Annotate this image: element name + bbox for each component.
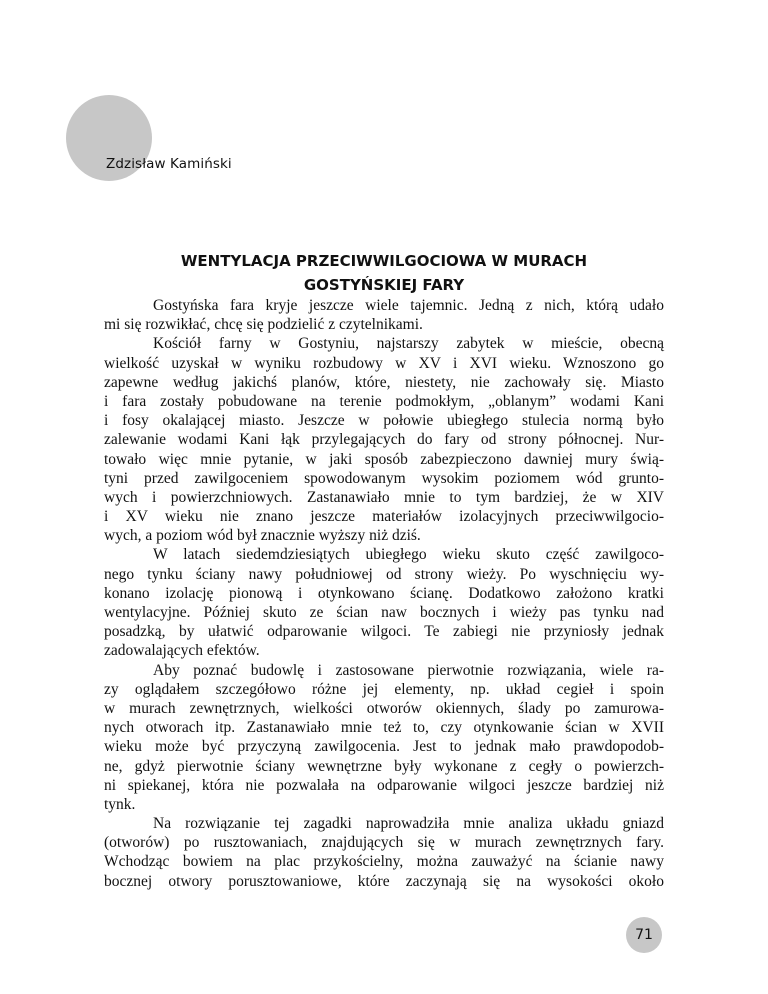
body-line: i XV wieku nie znano jeszcze materiałów izolacyjnych przeciwwilgocio- (104, 508, 664, 526)
body-line: posadzką, by ułatwić odparowanie wilgoci. Te zabiegi nie przyniosły jednak (104, 623, 664, 641)
body-line: i fara zostały pobudowane na terenie podmokłym, „oblanym” wodami Kani (104, 392, 664, 410)
body-line: zy oglądałem szczegółowo różne jej elementy, np. układ cegieł i spoin (104, 680, 664, 698)
body-line: W latach siedemdziesiątych ubiegłego wieku skuto część zawilgoco- (153, 546, 664, 564)
body-line: tyni przed zawilgoceniem spowodowanym wysokim poziomem wód grunto- (104, 469, 664, 487)
body-line: i fosy okalającej miasto. Jeszcze w połowie ubiegłego stulecia normą było (104, 412, 664, 430)
body-line: nych otworach itp. Zastanawiało mnie też to, czy otynkowanie ścian w XVII (104, 719, 664, 737)
body-line: mi się rozwikłać, chcę się podzielić z czytelnikami. (104, 316, 423, 334)
body-line: w murach zewnętrznych, wielkości otworów okiennych, ślady po zamurowa- (104, 699, 664, 717)
body-line: nego tynku ściany nawy południowej od strony wieży. Po wyschnięciu wy- (104, 565, 664, 583)
body-line: wielkość uzyskał w wyniku rozbudowy w XV i XVI wieku. Wznoszono go (104, 354, 664, 372)
body-line: zapewne według jakichś planów, które, niestety, nie zachowały się. Miasto (104, 373, 664, 391)
body-line: Na rozwiązanie tej zagadki naprowadziła mnie analiza układu gniazd (153, 815, 664, 833)
author-name: Zdzisław Kamiński (106, 156, 232, 172)
body-line: Aby poznać budowlę i zastosowane pierwotnie rozwiązania, wiele ra- (153, 661, 664, 679)
body-line: ni spiekanej, która nie pozwalała na odparowanie wilgoci jeszcze bardziej niż (104, 776, 664, 794)
page-number: 71 (635, 927, 653, 943)
body-line: Gostyńska fara kryje jeszcze wiele tajemnic. Jedną z nich, którą udało (153, 297, 664, 314)
article-title (104, 249, 664, 297)
body-line: ne, gdyż pierwotnie ściany wewnętrzne były wykonane z cegły o powierzch- (104, 757, 664, 775)
body-line: towało więc mnie pytanie, w jaki sposób zabezpieczono dawniej mury świą- (104, 450, 664, 468)
body-line: zalewanie wodami Kani łąk przylegających do fary od strony północnej. Nur- (104, 431, 664, 449)
body-line: wieku może być przyczyną zawilgocenia. Jest to jednak mało prawdopodob- (104, 738, 664, 756)
article-body (104, 296, 664, 891)
body-line: wych i powierzchniowych. Zastanawiało mnie to tym bardziej, że w XIV (104, 488, 664, 506)
body-line: Wchodząc bowiem na plac przykościelny, można zauważyć na ścianie nawy (104, 853, 664, 871)
body-line: (otworów) po rusztowaniach, znajdujących się w murach zewnętrznych fary. (104, 834, 664, 852)
title-line: GOSTYŃSKIEJ FARY (303, 276, 465, 294)
body-line: Kościół farny w Gostyniu, najstarszy zabytek w mieście, obecną (153, 335, 664, 353)
body-line: tynk. (104, 795, 136, 813)
body-line: konano izolację pionową i otynkowano ścianę. Dodatkowo założono kratki (104, 584, 664, 602)
body-line: zadowalających efektów. (104, 642, 260, 660)
title-line: WENTYLACJA PRZECIWWILGOCIOWA W MURACH (180, 252, 588, 270)
body-line: bocznej otwory porusztowaniowe, które zaczynają się na wysokości około (104, 872, 664, 890)
body-line: wentylacyjne. Później skuto ze ścian naw bocznych i wieży pas tynku nad (104, 604, 664, 621)
body-line: wych, a poziom wód był znacznie wyższy niż dziś. (104, 527, 421, 545)
